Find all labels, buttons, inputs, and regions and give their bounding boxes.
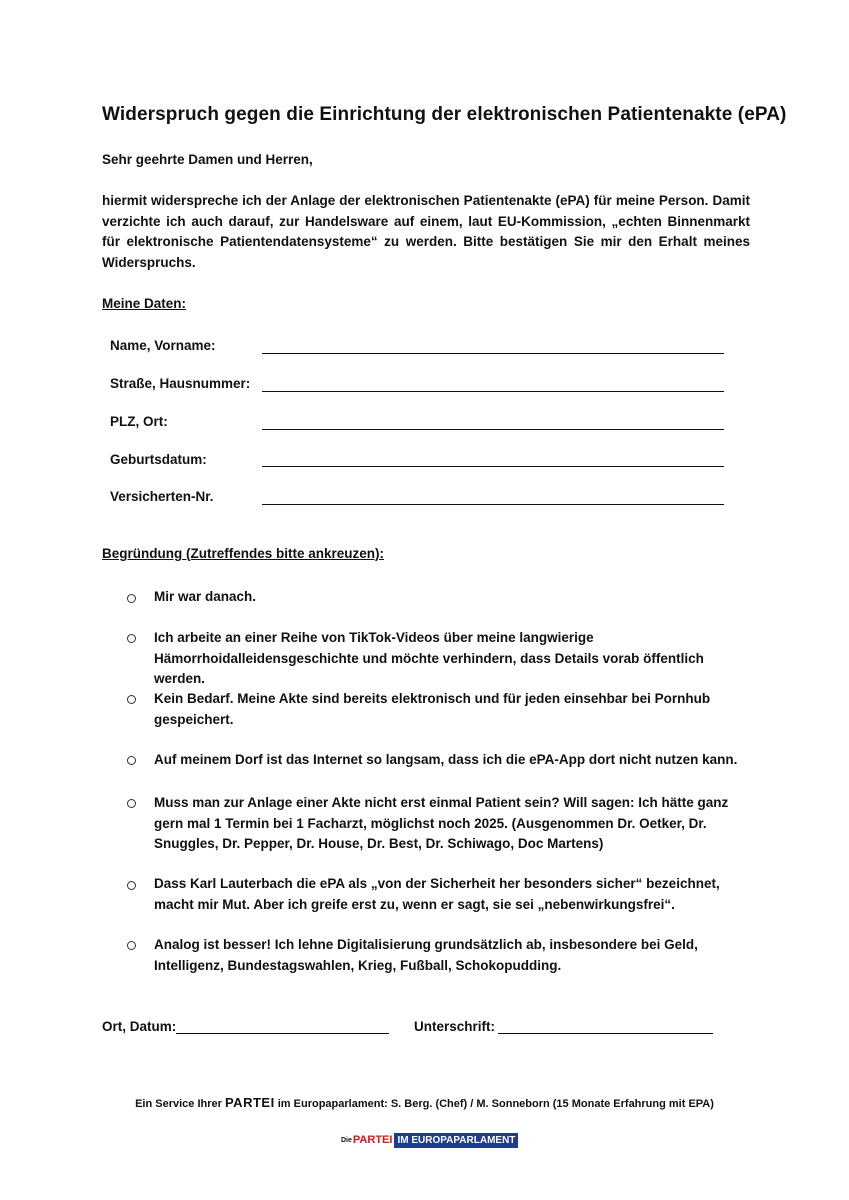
field-label-name: Name, Vorname: xyxy=(110,338,216,353)
option-radio[interactable] xyxy=(127,594,136,603)
option-radio[interactable] xyxy=(127,881,136,890)
footer-text xyxy=(0,1095,849,1110)
option-text: Ich arbeite an einer Reihe von TikTok-Videos über meine langwierige Hämorrhoidalleidensgeschichte und möchte verhindern, dass Details vorab öffentlich werden. xyxy=(154,630,704,686)
signature-label: Unterschrift: xyxy=(414,1019,496,1034)
document-title: Widerspruch gegen die Einrichtung der elektronischen Patientenakte (ePA) xyxy=(102,104,787,125)
option-text: Auf meinem Dorf ist das Internet so langsam, dass ich die ePA-App dort nicht nutzen kann. xyxy=(154,752,738,767)
signature-line[interactable] xyxy=(498,1033,713,1034)
logo-part-die: Die xyxy=(341,1137,352,1144)
field-label-zip-city: PLZ, Ort: xyxy=(110,414,168,429)
field-line-name[interactable] xyxy=(262,353,724,354)
field-label-street: Straße, Hausnummer: xyxy=(110,376,251,391)
option-text: Dass Karl Lauterbach die ePA als „von der Sicherheit her besonders sicher“ bezeichnet, macht mir Mut. Aber ich greife erst zu, wenn er sagt, sie sei „nebenwirkungsfrei“. xyxy=(154,876,720,912)
option-radio[interactable] xyxy=(127,941,136,950)
field-line-street[interactable] xyxy=(262,391,724,392)
option-radio[interactable] xyxy=(127,799,136,808)
option-text: Kein Bedarf. Meine Akte sind bereits elektronisch und für jeden einsehbar bei Pornhub gespeichert. xyxy=(154,691,711,727)
option-radio[interactable] xyxy=(127,634,136,643)
greeting: Sehr geehrte Damen und Herren, xyxy=(102,152,313,167)
reasons-heading: Begründung (Zutreffendes bitte ankreuzen): xyxy=(102,546,385,561)
footer-post: im Europaparlament: S. Berg. (Chef) / M. Sonneborn (15 Monate Erfahrung mit EPA) xyxy=(277,1098,714,1110)
logo-part-partei: PARTEI xyxy=(352,1134,393,1146)
option-text: Analog ist besser! Ich lehne Digitalisierung grundsätzlich ab, insbesondere bei Geld, Intelligenz, Bundestagswahlen, Krieg, Fußball, Schokopudding. xyxy=(154,937,698,973)
footer-pre: Ein Service Ihrer xyxy=(135,1098,222,1110)
field-line-zip-city[interactable] xyxy=(262,429,724,430)
option-text: Mir war danach. xyxy=(154,589,257,604)
place-date-line[interactable] xyxy=(176,1033,389,1034)
party-logo xyxy=(341,1133,518,1148)
data-heading: Meine Daten: xyxy=(102,296,187,311)
intro-paragraph: hiermit widerspreche ich der Anlage der elektronischen Patientenakte (ePA) für meine Person. Damit verzichte ich auch darauf, zur Handelsware auf einem, laut EU-Kommission, „echten Binnenmarkt für elektronische Patientendatensysteme“ zu werden. Bitte bestätigen Sie mir den Erhalt meines Widerspruchs. xyxy=(102,193,750,270)
field-label-birthdate: Geburtsdatum: xyxy=(110,452,207,467)
option-text: Muss man zur Anlage einer Akte nicht erst einmal Patient sein? Will sagen: Ich hätte ganz gern mal 1 Termin bei 1 Facharzt, möglichst noch 2025. (Ausgenommen Dr. Oetker, Dr. Snuggles, Dr. Pepper, Dr. House, Dr. Best, Dr. Schiwago, Doc Martens) xyxy=(154,795,729,851)
option-radio[interactable] xyxy=(127,695,136,704)
field-line-insurance-number[interactable] xyxy=(262,504,724,505)
field-label-insurance-number: Versicherten-Nr. xyxy=(110,489,214,504)
field-line-birthdate[interactable] xyxy=(262,466,724,467)
logo-part-europaparlament: IM EUROPAPARLAMENT xyxy=(394,1133,518,1148)
option-radio[interactable] xyxy=(127,756,136,765)
footer-brand: PARTEI xyxy=(224,1095,275,1110)
place-date-label: Ort, Datum: xyxy=(102,1019,177,1034)
